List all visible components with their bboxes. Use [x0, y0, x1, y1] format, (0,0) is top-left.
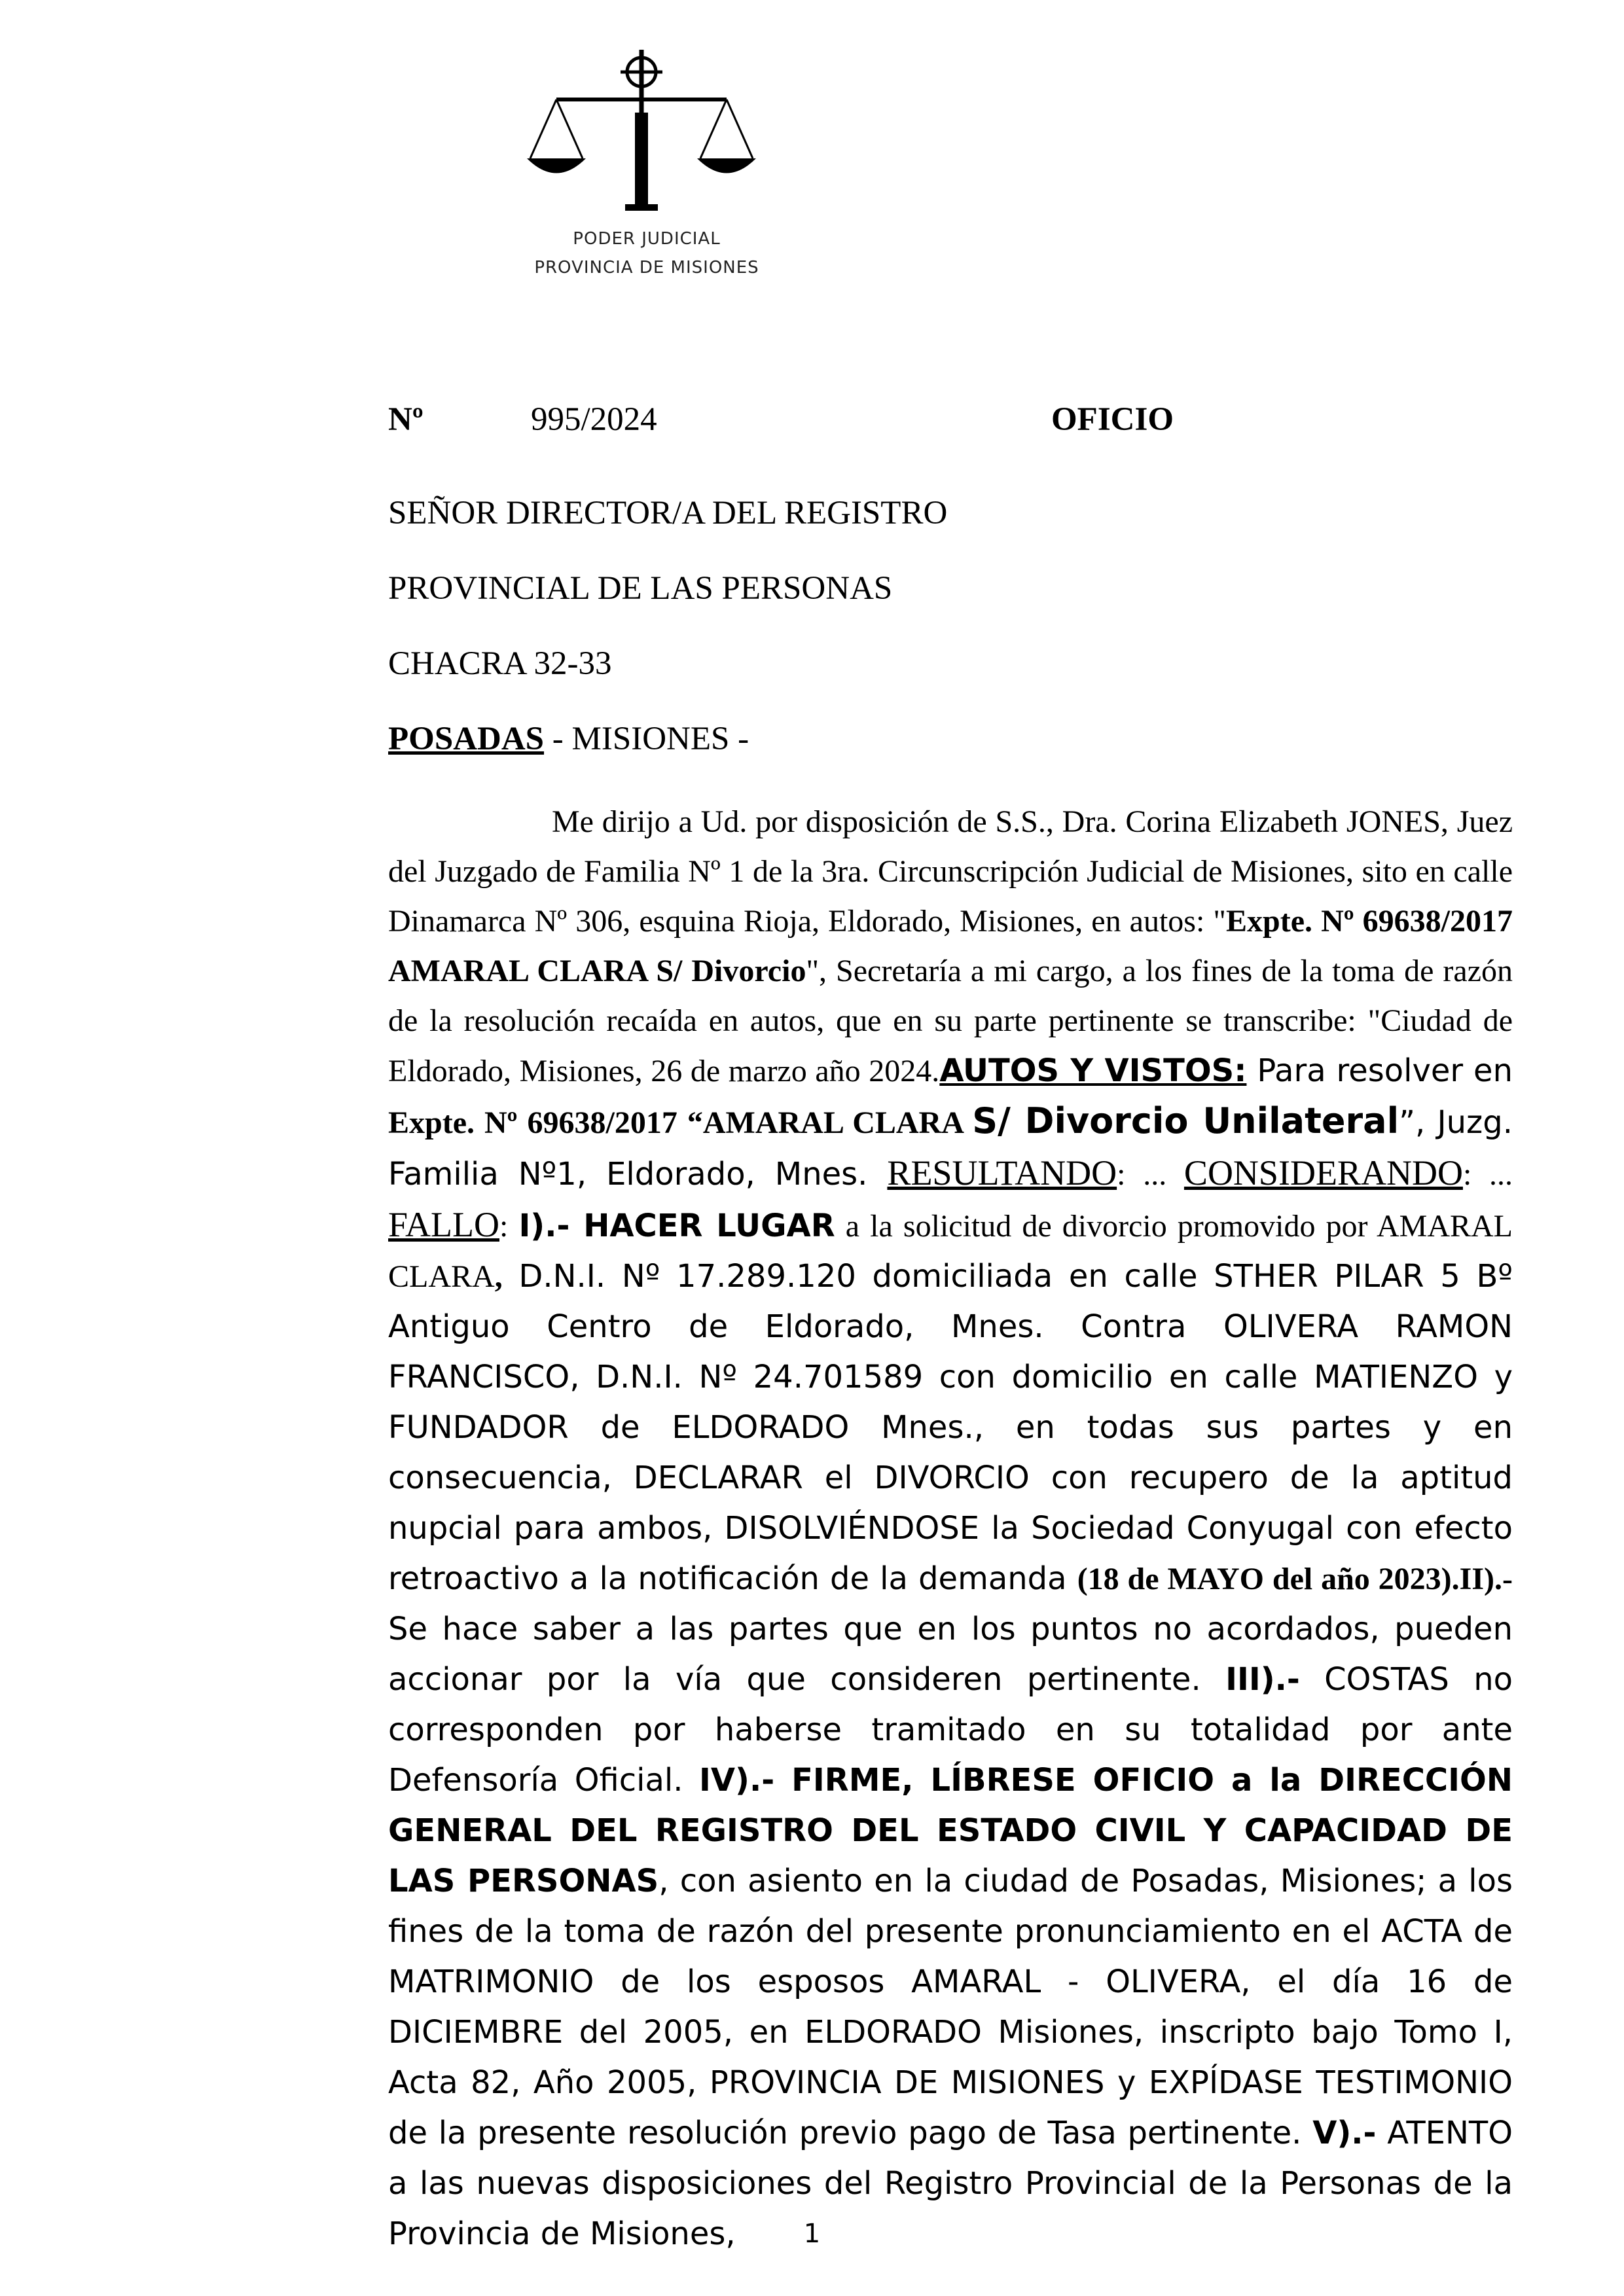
document-type: OFICIO [1051, 401, 1174, 438]
logo-text-line2: PROVINCIA DE MISIONES [534, 258, 759, 278]
body-text-segment: , [494, 1259, 503, 1294]
logo-text-line1: PODER JUDICIAL [573, 229, 721, 249]
addressee-line-3: CHACRA 32-33 [388, 645, 612, 682]
fallo-heading: FALLO [388, 1205, 499, 1244]
case-reference-2: Expte. Nº 69638/2017 “AMARAL CLARA [388, 1105, 973, 1140]
resultando-heading: RESULTANDO [887, 1153, 1117, 1193]
document-body [388, 797, 1513, 2259]
scales-of-justice-icon [517, 41, 779, 224]
addressee-line-1: SEÑOR DIRECTOR/A DEL REGISTRO [388, 495, 948, 531]
body-text-segment: a la solicitud de divorcio promovido por AMARAL CLARA [388, 1209, 1513, 1294]
addressee-city-line [388, 720, 749, 758]
case-subject: S/ Divorcio Unilateral [972, 1100, 1399, 1141]
body-text-segment: ”, Juzg. Familia Nº1, Eldorado, Mnes. [388, 1104, 1513, 1193]
document-header [388, 401, 1501, 446]
body-text-segment: , con asiento en la ciudad de Posadas, Misiones; a los fines de la toma de razón del presente pronunciamiento en el ACTA de MATRIMONIO de los esposos AMARAL - OLIVERA, el día 16 de DICIEMBRE del 2005, en ELDORADO Misiones, inscripto bajo Tomo I, Acta 82, Año 2005, PROVINCIA DE MISIONES y EXPÍDASE TESTIMONIO de la presente resolución previo pago de Tasa pertinente. [388, 1863, 1513, 2151]
body-text-segment: COSTAS no corresponden por haberse tramitado en su totalidad por ante Defensoría Oficial. [388, 1661, 1513, 1799]
body-text-segment: : ... [1117, 1157, 1184, 1192]
addressee-line-2: PROVINCIAL DE LAS PERSONAS [388, 570, 893, 607]
addressee-province: - MISIONES - [544, 721, 749, 757]
body-text-segment: Se hace saber a las partes que en los puntos no acordados, pueden accionar por la vía que consideren pertinente. [388, 1611, 1513, 1698]
body-text-segment: : ... [1462, 1157, 1513, 1192]
number-value: 995/2024 [531, 401, 657, 438]
body-text-segment: : [499, 1209, 519, 1244]
body-text-segment: ", Secretaría a mi cargo, a los fines de la toma de razón de la resolución recaída en autos, que en su parte pertinente se transcribe: "Ciudad de Eldorado, Misiones, 26 de marzo año 2024. [388, 954, 1513, 1088]
ruling-item-3: III).- [1225, 1661, 1300, 1698]
number-label: Nº [388, 401, 424, 438]
body-paragraph [388, 797, 1513, 2259]
body-text-segment: Me dirijo a Ud. por disposición de S.S., Dra. Corina Elizabeth JONES, Juez del Juzgado de Familia Nº 1 de la 3ra. Circunscripción Judicial de Misiones, sito en calle Dinamarca Nº 306, esquina Rioja, Eldorado, Misiones, en autos: " [388, 804, 1513, 939]
considerando-heading: CONSIDERANDO [1183, 1153, 1463, 1193]
court-logo [517, 41, 792, 289]
ruling-item-1: I).- HACER LUGAR [518, 1208, 835, 1244]
ruling-date-and-item-2: (18 de MAYO del año 2023).II).- [1077, 1562, 1513, 1596]
autos-y-vistos-heading: AUTOS Y VISTOS: [939, 1052, 1247, 1089]
case-reference: Expte. Nº 69638/2017 AMARAL CLARA S/ Divorcio [388, 904, 1513, 988]
ruling-item-4: IV).- FIRME, LÍBRESE OFICIO a la DIRECCIÓN GENERAL DEL REGISTRO DEL ESTADO CIVIL Y CAPACIDAD DE LAS PERSONAS [388, 1762, 1513, 1899]
ruling-item-5: V).- [1312, 2115, 1377, 2151]
body-text-segment: D.N.I. Nº 17.289.120 domiciliada en calle STHER PILAR 5 Bº Antiguo Centro de Eldorado, Mnes. Contra OLIVERA RAMON FRANCISCO, D.N.I. Nº 24.701589 con domicilio en calle MATIENZO y FUNDADOR de ELDORADO Mnes., en todas sus partes y en consecuencia, DECLARAR el DIVORCIO con recupero de la aptitud nupcial para ambos, DISOLVIÉNDOSE la Sociedad Conyugal con efecto retroactivo a la notificación de la demanda [388, 1258, 1513, 1597]
body-text-segment: Para resolver en [1246, 1052, 1513, 1089]
body-text-segment: ATENTO a las nuevas disposiciones del Registro Provincial de la Personas de la Provincia de Misiones, [388, 2115, 1513, 2252]
addressee-city: POSADAS [388, 721, 545, 757]
page-number: 1 [803, 2219, 821, 2249]
